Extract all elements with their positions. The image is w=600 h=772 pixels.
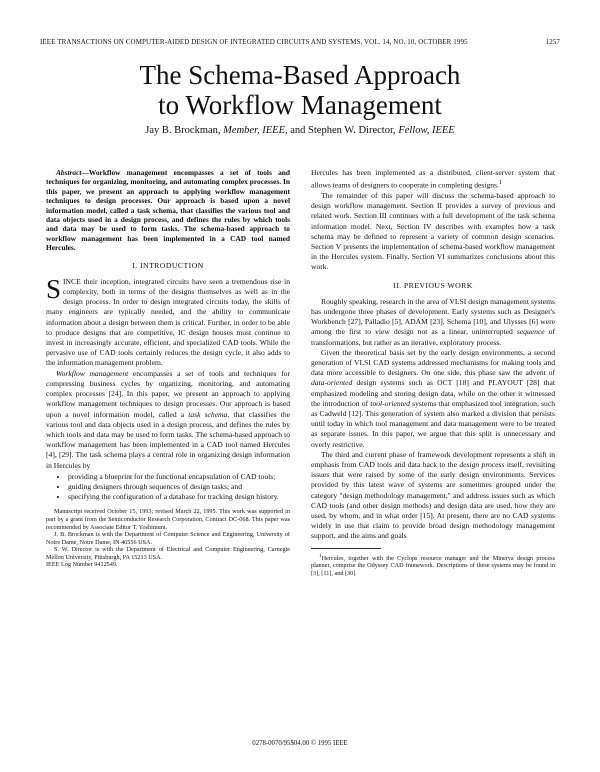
drop-cap: S	[46, 273, 62, 304]
footnote-marker: 1	[498, 179, 503, 187]
author-line	[0, 125, 600, 136]
previous-work-paragraph-2-text-b: design systems such as OCT [18] and PLAYOUT [28] that emphasized modeling and storing design data, while on the other it witnessed the introduction of	[311, 378, 555, 408]
intro-paragraph-2	[46, 369, 290, 471]
term-design-process: design process	[459, 460, 505, 470]
previous-work-paragraph-2-text-c: systems that emphasized tool integration, such as Cadweld [12]. This generation of system also marked a division that persists until today in which tool management and data management were to be treated as separate issues. In this paper, we argue that this split is unnecessary and overly restrictive.	[311, 398, 555, 449]
previous-work-paragraph-1	[311, 297, 555, 348]
section-heading-previous-work: II. PREVIOUS WORK	[393, 280, 473, 290]
title-line-1: The Schema-Based Approach	[139, 60, 461, 90]
footnote-log-number: IEEE Log Number 9412549.	[46, 561, 118, 569]
intro-paragraph-2-text-a: encompasses a set of tools and techniques for compressing business cycles by organizing, monitoring, and automating complex processes [24]. In this paper, we present an approach to applying workflow management techniques to design processes. Our approach is based upon a novel information model, called a	[46, 368, 290, 419]
list-item: • providing a blueprint for the functional encapsulation of CAD tools;	[68, 472, 290, 482]
journal-header: IEEE TRANSACTIONS ON COMPUTER-AIDED DESIGN OF INTEGRATED CIRCUITS AND SYSTEMS, VOL. 14, NO. 10, OCTOBER 1995	[40, 38, 468, 46]
term-sequence: sequence	[516, 327, 545, 337]
footnote-1-text: Hercules, together with the Cyclops resource manager and the Minerva design process planner, comprise the Odyssey CAD framework. Descriptions of these systems may be found in [3], [11], and [30].	[311, 554, 555, 577]
term-task-schema: task schema,	[188, 409, 230, 419]
page-number: 1257	[545, 38, 560, 46]
right-column	[311, 168, 555, 577]
abstract-text: Workflow management encompasses a set of tools and techniques for organizing, monitoring, and automating complex processes. In this paper, we present an approach to applying workflow management techniques to design processes. Our approach is based upon a novel information model, called a task schema, that classifies the various tool and data objects used in a design process, and defines the rules by which tools and data may be used to form tasks. The schema-based approach to workflow management has been implemented in a CAD tool named Hercules.	[46, 168, 290, 253]
intro-paragraph-2-text-b: that classifies the various tool and data objects used in a design process, and defines the rules by which tools and data may be used to form tasks. The schema-based approach to workflow management has been implemented in a CAD tool named Hercules [4], [29]. The task schema plays a central role in organizing design information in Hercules by	[46, 409, 290, 470]
intro-paragraph-1-text: INCE their inception, integrated circuits have seen a tremendous rise in complexity, both in terms of the designs themselves as well as in the design process. In order to design integrated circuits today, the skills of many engineers are typically needed, and the ability to communicate information about a design between them is critical. Further, in order to be able to produce designs that are competitive, IC design houses must continue to invest in increasingly accurate, efficient, and specialized CAD tools. While the pervasive use of CAD tools certainly reduces the design cycle, it also adds to the information management problem.	[46, 276, 290, 368]
previous-work-paragraph-3-text-a: The third and current phase of framework development represents a shift in emphasis from CAD tools and data back to the	[311, 449, 555, 470]
previous-work-paragraph-1-text-a: Roughly speaking, research in the area of VLSI design management systems has undergone three phases of development. Early systems such as Designer's Workbench [27], Palladio [5], ADAM [23], Schema [10], and Ulysses [6] were among the first to view design not as a linear, uninterrupted	[311, 296, 555, 337]
right-paragraph-2: The remainder of this paper will discuss the schema-based approach to design workflow management. Section II provides a survey of previous and related work. Section III continues with a full development of the task schema information model. Next, Section IV describes with examples how a task schema may be defined to represent a variety of common design scenarios. Section V presents the implementation of schema-based workflow management in the Hercules system. Finally, Section VI summarizes conclusions about this work.	[311, 190, 555, 272]
list-item: • guiding designers through sequences of design tasks; and	[68, 482, 290, 492]
term-tool-oriented: tool-oriented	[370, 398, 410, 408]
previous-work-paragraph-2	[311, 348, 555, 450]
left-column	[46, 168, 290, 569]
term-data-oriented: data-oriented	[311, 378, 353, 388]
right-paragraph-1	[311, 168, 555, 191]
right-paragraph-1-text: Hercules has been implemented as a distributed, client-server system that allows teams of designers to cooperate in completing designs.	[311, 168, 555, 190]
manuscript-footnote	[46, 508, 290, 569]
author-and: and	[290, 125, 306, 136]
paper-title	[0, 60, 600, 120]
footnote-author-1: J. B. Brockman is with the Department of Computer Science and Engineering, University of Notre Dame, Notre Dame, IN 46556 USA.	[46, 531, 290, 546]
footnote-rule	[311, 548, 381, 549]
previous-work-paragraph-3	[311, 450, 555, 542]
title-line-2: to Workflow Management	[158, 90, 442, 120]
section-heading-introduction: I. INTRODUCTION	[132, 260, 204, 270]
author-2: Stephen W. Director,	[308, 125, 396, 136]
author-1: Jay B. Brockman,	[145, 125, 221, 136]
abstract-label: Abstract—	[56, 168, 89, 177]
abstract	[46, 168, 290, 253]
footnote-received: Manuscript received October 15, 1993; revised March 22, 1995. This work was supported in part by a grant from the Semiconductor Research Corporation, Contract DC-068. This paper was recommended by Associate Editor T. Yoshimura.	[46, 508, 290, 531]
previous-work-paragraph-2-text-a: Given the theoretical basis set by the early design environments, a second generation of VLSI CAD systems addressed mechanisms for making tools and data more accessible to designers. On one side, this phase saw the advent of	[311, 347, 555, 378]
previous-work-paragraph-1-text-b: of transformations, but rather as an iterative, exploratory process.	[311, 327, 555, 347]
running-head	[40, 38, 560, 48]
intro-paragraph-1	[46, 273, 290, 369]
list-item: • specifying the configuration of a database for tracking design history.	[68, 492, 290, 502]
previous-work-paragraph-3-text-b: itself, revisiting issues that were raised by some of the early design environments. Services provided by this latest wave of systems are sometimes grouped under the category "design methodology management," and address issues such as which CAD tools (and other design methods) and design data are used, how they are used, by whom, and in what order [15]. At present, there are no CAD systems widely in use that claim to provide broad design methodology management support, and the aims and goals	[311, 460, 555, 541]
hercules-roles-list	[46, 472, 290, 503]
author-2-role: Fellow, IEEE	[398, 125, 455, 136]
footnote-1-marker: 1	[319, 552, 322, 559]
term-workflow-management: Workflow management	[56, 368, 129, 378]
hercules-footnote	[311, 548, 555, 578]
footnote-1	[311, 553, 555, 578]
copyright-line: 0278-0070/95$04.00 © 1995 IEEE	[252, 740, 348, 747]
footnote-author-2: S. W. Director is with the Department of Electrical and Computer Engineering, Carnegie Mellon University, Pittsburgh, PA 15213 USA.	[46, 546, 290, 561]
author-1-role: Member, IEEE,	[223, 125, 288, 136]
